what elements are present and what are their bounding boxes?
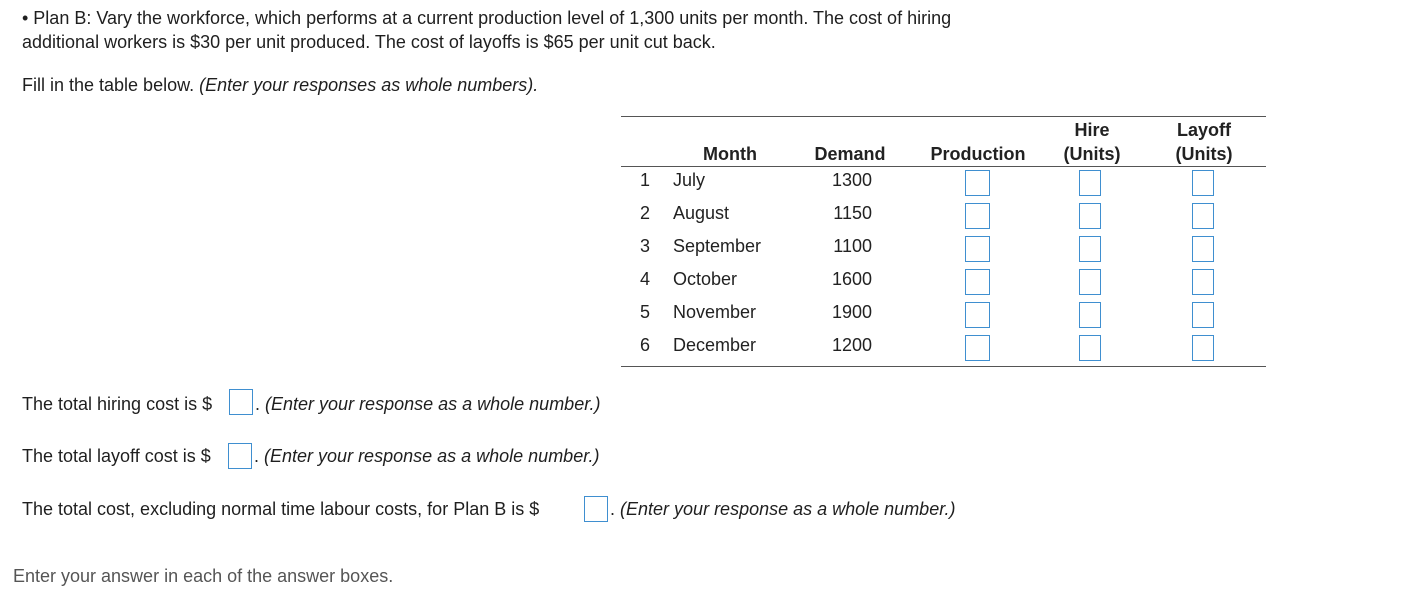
total-cost-input[interactable]: [584, 496, 608, 522]
header-production: Production: [930, 144, 1026, 164]
row-demand: 1600: [831, 269, 872, 289]
production-input[interactable]: [965, 203, 990, 229]
row-index: 3: [640, 236, 651, 256]
table-instruction: [22, 75, 538, 96]
header-layoff-line1: Layoff: [1177, 120, 1231, 140]
row-demand: 1900: [831, 302, 872, 322]
layoff-prefix: The total layoff cost is $: [22, 446, 211, 466]
row-month: November: [673, 302, 757, 322]
layoff-suffix: .: [254, 446, 260, 466]
header-demand: Demand: [814, 144, 886, 164]
total-prefix: The total cost, excluding normal time labour costs, for Plan B is $: [22, 499, 540, 519]
row-index: 1: [640, 170, 651, 190]
row-month: September: [673, 236, 762, 256]
production-input[interactable]: [965, 269, 990, 295]
total-hint: (Enter your response as a whole number.): [620, 499, 956, 519]
hiring-suffix: .: [255, 394, 261, 414]
header-month: Month: [703, 144, 757, 164]
header-layoff-line2: (Units): [1175, 144, 1233, 164]
hire-input[interactable]: [1079, 203, 1101, 229]
instruction-hint: (Enter your responses as whole numbers).: [199, 75, 539, 95]
row-index: 2: [640, 203, 651, 223]
layoff-input[interactable]: [1192, 203, 1214, 229]
intro-line-2: additional workers is $30 per unit produced. The cost of layoffs is $65 per unit cut back.: [22, 32, 716, 52]
layoff-hint: (Enter your response as a whole number.): [264, 446, 600, 466]
production-input[interactable]: [965, 236, 990, 262]
hire-input[interactable]: [1079, 302, 1101, 328]
hiring-suffix-group: [255, 394, 601, 415]
question-total: [22, 499, 539, 520]
row-month: October: [673, 269, 738, 289]
table-header-rule: [621, 166, 1266, 167]
question-hiring: [22, 394, 212, 415]
row-month: December: [673, 335, 757, 355]
hiring-prefix: The total hiring cost is $: [22, 394, 213, 414]
layoff-input[interactable]: [1192, 302, 1214, 328]
row-index: 5: [640, 302, 651, 322]
row-demand: 1200: [831, 335, 872, 355]
intro-line-1: • Plan B: Vary the workforce, which performs at a current production level of 1,300 units per month. The cost of hiring: [22, 8, 952, 28]
table-top-rule: [621, 116, 1266, 117]
layoff-input[interactable]: [1192, 269, 1214, 295]
hiring-hint: (Enter your response as a whole number.): [265, 394, 601, 414]
row-month: July: [673, 170, 706, 190]
layoff-input[interactable]: [1192, 335, 1214, 361]
row-index: 4: [640, 269, 651, 289]
hire-input[interactable]: [1079, 236, 1101, 262]
table-bottom-rule: [621, 366, 1266, 367]
total-suffix: .: [610, 499, 616, 519]
row-demand: 1150: [833, 203, 872, 223]
header-hire-line1: Hire: [1074, 120, 1110, 140]
production-input[interactable]: [965, 170, 990, 196]
production-input[interactable]: [965, 302, 990, 328]
header-hire-line2: (Units): [1063, 144, 1121, 164]
hire-input[interactable]: [1079, 335, 1101, 361]
row-demand: 1300: [831, 170, 872, 190]
layoff-input[interactable]: [1192, 170, 1214, 196]
question-layoff: [22, 446, 211, 467]
total-layoff-cost-input[interactable]: [228, 443, 252, 469]
production-input[interactable]: [965, 335, 990, 361]
layoff-suffix-group: [254, 446, 600, 467]
hire-input[interactable]: [1079, 269, 1101, 295]
layoff-input[interactable]: [1192, 236, 1214, 262]
footer-instruction: Enter your answer in each of the answer boxes.: [13, 566, 394, 586]
instruction-lead: Fill in the table below.: [22, 75, 200, 95]
total-hiring-cost-input[interactable]: [229, 389, 253, 415]
hire-input[interactable]: [1079, 170, 1101, 196]
row-demand: 1100: [833, 236, 872, 256]
total-suffix-group: [610, 499, 956, 520]
row-month: August: [673, 203, 730, 223]
row-index: 6: [640, 335, 651, 355]
